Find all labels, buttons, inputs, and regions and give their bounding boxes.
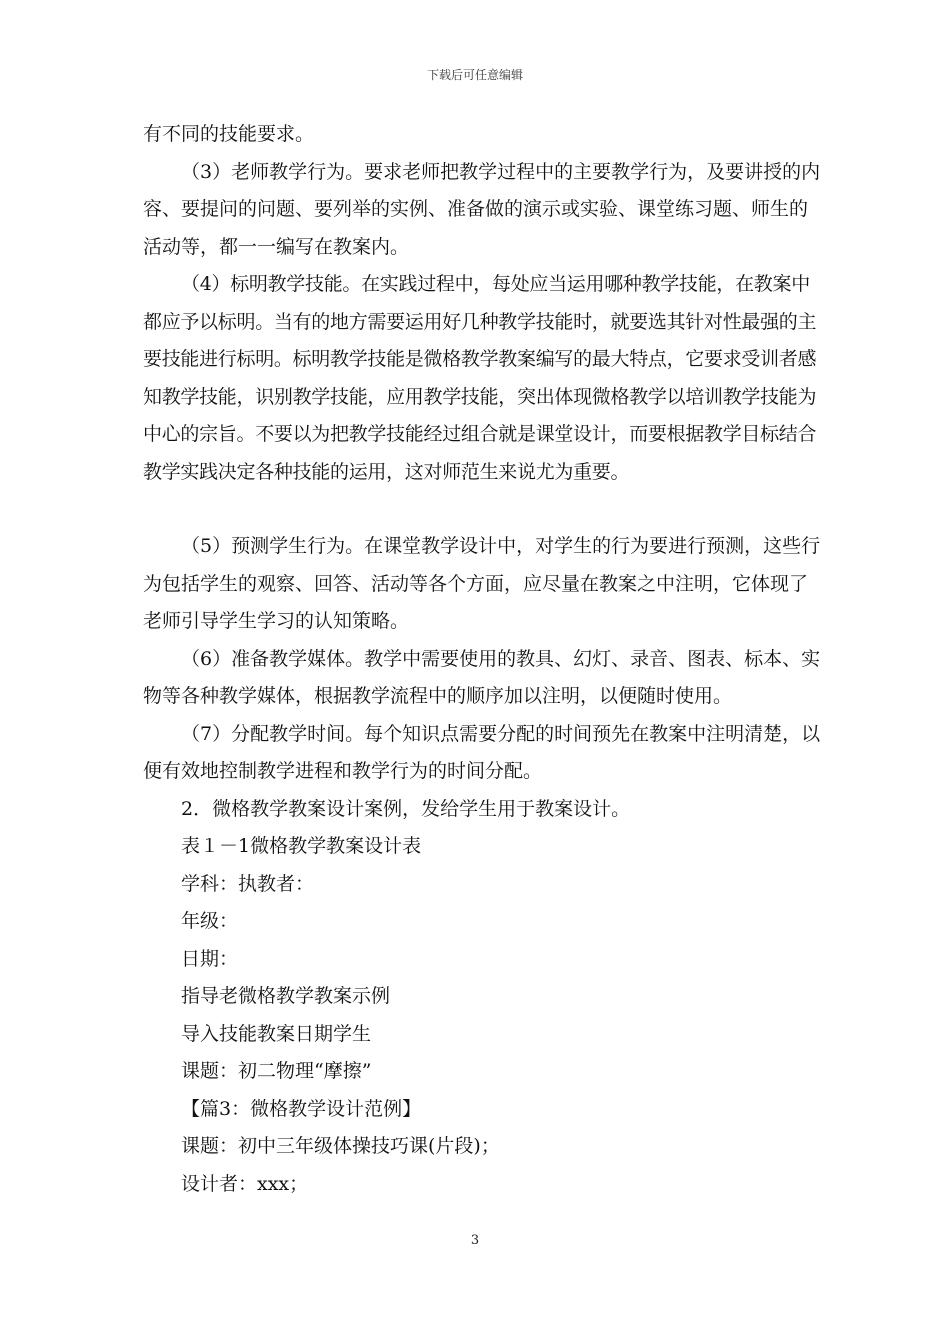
paragraph-mark-skills: （4）标明教学技能。在实践过程中，每处应当运用哪种教学技能，在教案中都应予以标明。当有的地方需要运用好几种教学技能时，就要选其针对性最强的主要技能进行标明。标明教学技能是微格教学教案编写的最大特点，它要求受训者感知教学技能，识别教学技能，应用教学技能，突出体现微格教学以培训教学技能为中心的宗旨。不要以为把教学技能经过组合就是课堂设计，而要根据教学目标结合教学实践决定各种技能的运用，这对师范生来说尤为重要。 bbox=[143, 273, 817, 483]
paragraph-prepare-media: （6）准备教学媒体。教学中需要使用的教具、幻灯、录音、图表、标本、实物等各种教学媒体，根据教学流程中的顺序加以注明，以便随时使用。 bbox=[143, 647, 821, 707]
page-header: 下载后可任意编辑 bbox=[426, 68, 523, 82]
paragraph-teacher-behavior: （3）老师教学行为。要求老师把教学过程中的主要教学行为，及要讲授的内容、要提问的问题、要列举的实例、准备做的演示或实验、课堂练习题、师生的活动等，都一一编写在教案内。 bbox=[143, 160, 821, 258]
line-intro-skill: 导入技能教案日期学生 bbox=[181, 1022, 372, 1045]
line-subject: 学科：执教者： bbox=[181, 872, 315, 895]
line-date: 日期： bbox=[181, 947, 239, 970]
line-table-title: 表１－1微格教学教案设计表 bbox=[181, 835, 422, 857]
line-topic-gym: 课题：初中三年级体操技巧课(片段)； bbox=[181, 1135, 500, 1157]
page-number: 3 bbox=[470, 1233, 480, 1248]
paragraph-continuation: 有不同的技能要求。 bbox=[143, 123, 315, 145]
paragraph-predict-student: （5）预测学生行为。在课堂教学设计中，对学生的行为要进行预测，这些行为包括学生的观察、回答、活动等各个方面，应尽量在教案之中注明，它体现了老师引导学生学习的认知策略。 bbox=[143, 535, 821, 632]
document-body bbox=[143, 116, 823, 1203]
line-topic-physics: 课题：初二物理“摩擦” bbox=[181, 1060, 372, 1082]
paragraph-allocate-time: （7）分配教学时间。每个知识点需要分配的时间预先在教案中注明清楚，以便有效地控制教学进程和教学行为的时间分配。 bbox=[143, 722, 821, 782]
line-designer: 设计者：xxx； bbox=[181, 1172, 309, 1195]
line-grade: 年级： bbox=[181, 910, 239, 932]
line-example: 指导老微格教学教案示例 bbox=[181, 985, 391, 1007]
line-section-heading: 【篇3：微格教学设计范例】 bbox=[181, 1097, 422, 1120]
line-design-case: 2．微格教学教案设计案例，发给学生用于教案设计。 bbox=[181, 797, 631, 820]
